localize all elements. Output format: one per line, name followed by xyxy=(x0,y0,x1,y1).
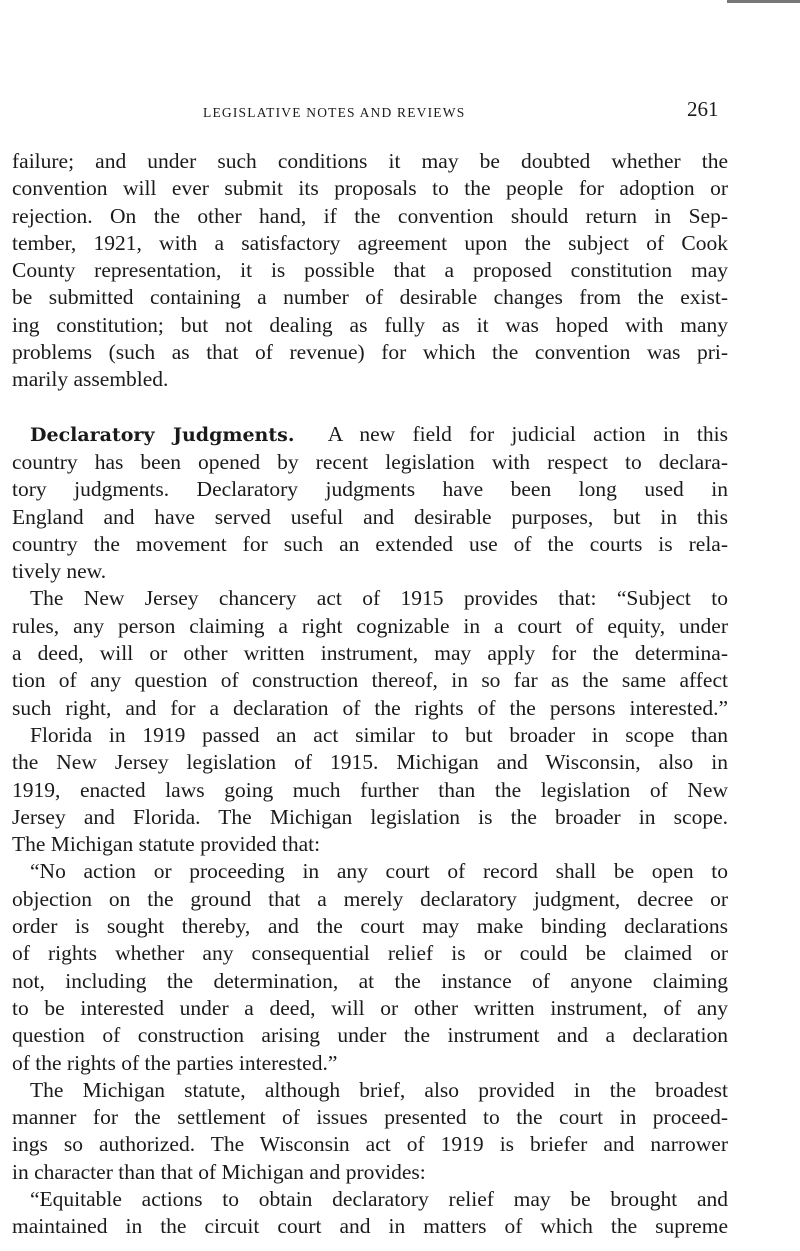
text-line: objection on the ground that a merely declaratory judgment, decree or xyxy=(12,886,728,911)
text-line: Florida in 1919 passed an act similar to but broader in scope than xyxy=(30,722,728,747)
text-line: to be interested under a deed, will or other written instrument, of any xyxy=(12,995,728,1020)
text-line: of the rights of the parties interested.” xyxy=(12,1050,338,1075)
paragraph-michigan-wisconsin xyxy=(12,1077,728,1186)
text-line: maintained in the circuit court and in matters of which the supreme xyxy=(12,1214,728,1239)
section-gap xyxy=(12,394,728,421)
running-head: LEGISLATIVE NOTES AND REVIEWS xyxy=(203,105,466,120)
text-line: England and have served useful and desirable purposes, but in this xyxy=(12,504,728,529)
text-line: country has been opened by recent legislation with respect to declara- xyxy=(12,449,728,474)
text-line: tion of any question of construction thereof, in so far as the same affect xyxy=(12,668,728,693)
paragraph-florida xyxy=(12,722,728,858)
text-line: tember, 1921, with a satisfactory agreement upon the subject of Cook xyxy=(12,230,728,255)
text-line: a deed, will or other written instrument, may apply for the determina- xyxy=(12,641,728,666)
paragraph-declaratory-judgments xyxy=(12,421,728,586)
text-line: ing constitution; but not dealing as fully as it was hoped with many xyxy=(12,312,728,337)
text-line: The New Jersey chancery act of 1915 provides that: “Subject to xyxy=(30,586,728,611)
text-line: not, including the determination, at the instance of anyone claiming xyxy=(12,968,728,993)
text-line: The Michigan statute, although brief, also provided in the broadest xyxy=(30,1077,728,1102)
text-line: order is sought thereby, and the court may make binding declarations xyxy=(12,914,728,939)
quote-michigan-statute xyxy=(12,858,728,1076)
text-line: tively new. xyxy=(12,559,107,584)
paragraph-new-jersey xyxy=(12,585,728,721)
text-line xyxy=(12,421,728,449)
text-line: marily assembled. xyxy=(12,367,169,392)
text-line: County representation, it is possible that a proposed constitution may xyxy=(12,258,728,283)
text-line: question of construction arising under the instrument and a declaration xyxy=(12,1023,728,1048)
text-line: convention will ever submit its proposals to the people for adoption or xyxy=(12,176,728,201)
text-line: the New Jersey legislation of 1915. Michigan and Wisconsin, also in xyxy=(12,750,728,775)
text-line: rejection. On the other hand, if the convention should return in Sep- xyxy=(12,203,728,228)
paragraph-convention xyxy=(12,148,728,394)
text-line: “No action or proceeding in any court of record shall be open to xyxy=(30,859,728,884)
page-header xyxy=(0,97,800,127)
text-fragment: A new field for judicial action in this xyxy=(327,421,728,446)
body-text xyxy=(12,148,728,1241)
text-line: “Equitable actions to obtain declaratory relief may be brought and xyxy=(30,1186,728,1211)
text-line: in character than that of Michigan and provides: xyxy=(12,1159,426,1184)
scan-edge-artifact xyxy=(727,0,800,3)
text-line: country the movement for such an extended use of the courts is rela- xyxy=(12,531,728,556)
text-line: 1919, enacted laws going much further than the legislation of New xyxy=(12,777,728,802)
text-line: be submitted containing a number of desirable changes from the exist- xyxy=(12,285,728,310)
page-number: 261 xyxy=(687,97,719,121)
text-line: tory judgments. Declaratory judgments have been long used in xyxy=(12,477,728,502)
text-line: problems (such as that of revenue) for which the convention was pri- xyxy=(12,340,728,365)
section-heading: Declaratory Judgments. xyxy=(30,423,295,446)
text-line: of rights whether any consequential relief is or could be claimed or xyxy=(12,941,728,966)
text-line: ings so authorized. The Wisconsin act of 1919 is briefer and narrower xyxy=(12,1132,728,1157)
text-line: failure; and under such conditions it may be doubted whether the xyxy=(12,149,728,173)
text-line: Jersey and Florida. The Michigan legislation is the broader in scope. xyxy=(12,804,728,829)
text-line: such right, and for a declaration of the rights of the persons interested.” xyxy=(12,695,728,720)
quote-wisconsin-act xyxy=(12,1186,728,1241)
text-line: manner for the settlement of issues presented to the court in proceed- xyxy=(12,1105,728,1130)
text-line: rules, any person claiming a right cognizable in a court of equity, under xyxy=(12,613,728,638)
text-line: The Michigan statute provided that: xyxy=(12,832,321,857)
